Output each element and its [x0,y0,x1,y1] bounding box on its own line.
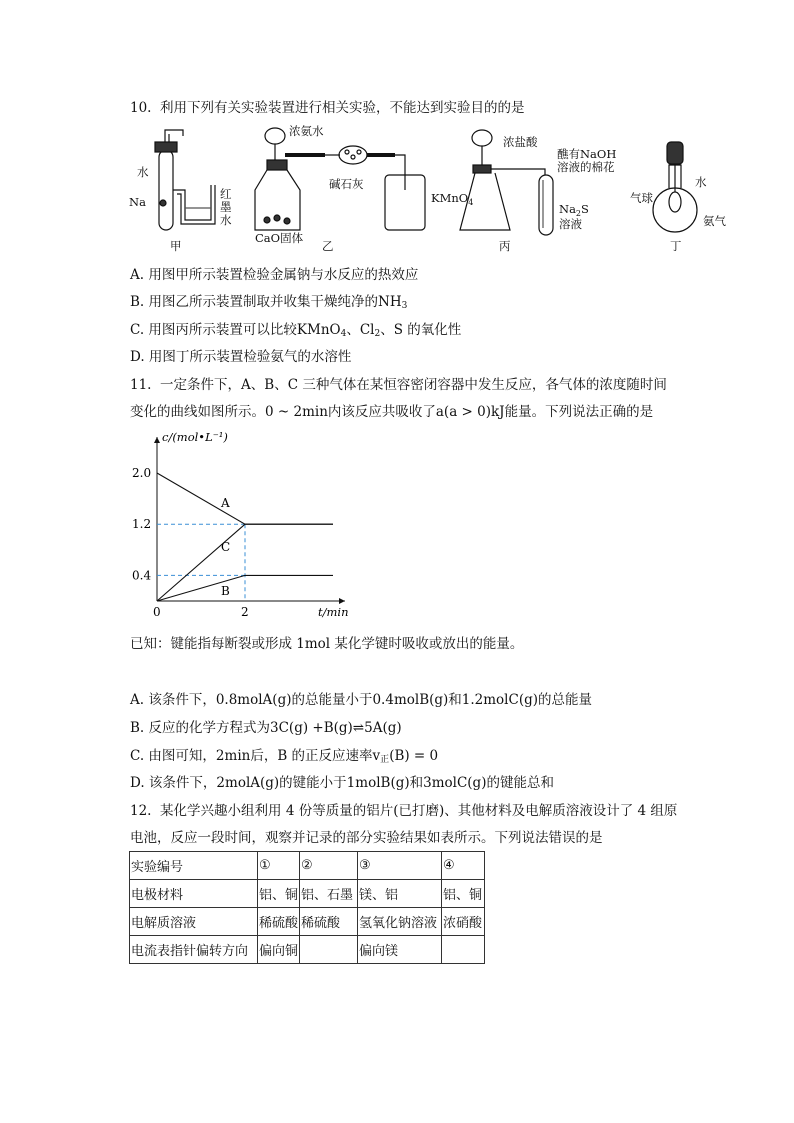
label-jia-red1: 红 [220,187,232,201]
caption-bing: 丙 [499,239,511,253]
q11-option-d: D. 该条件下，2molA(g)的键能小于1molB(g)和3molC(g)的键能总和 [130,775,554,791]
y-tick-label: 2.0 [132,466,152,480]
apparatus-ding [653,142,697,232]
table-cell: ④ [442,852,485,880]
q12-stem-line1: 12. 某化学兴趣小组利用 4 份等质量的铝片(已打磨)、其他材料及电解质溶液设计了 4 组原 [130,803,678,819]
table-cell: 氢氧化钠溶液 [358,908,442,936]
x-axis-arrow [339,598,345,604]
q10-option-d: D. 用图丁所示装置检验氨气的水溶性 [130,349,352,365]
table-cell: 铝、铜 [258,880,300,908]
series-label-B: B [221,584,230,598]
q10-apparatus-figure [125,120,745,255]
q12-results-table [129,851,485,964]
x-tick-label: 2 [241,605,249,619]
q11-concentration-chart [120,425,360,620]
table-cell [442,936,485,964]
q11-option-c: C. 由图可知，2min后，B 的正反应速率$v_正(B) = 0$ [130,748,439,765]
q11-stem-line2: 变化的曲线如图所示。0 ~ 2min内该反应共吸收了a(a > 0)kJ能量。下列说法正确的是 [130,404,654,420]
label-bing-naoh2: 溶液的棉花 [557,160,615,174]
table-cell: 电极材料 [130,880,258,908]
q12-stem-line2: 电池，反应一段时间，观察并记录的部分实验结果如表所示。下列说法错误的是 [130,830,603,846]
label-bing-naoh1: 醮有NaOH [557,147,617,161]
table-cell: 实验编号 [130,852,258,880]
table-cell: 稀硫酸 [300,908,358,936]
table-cell: 电流表指针偏转方向 [130,936,258,964]
table-row [130,936,485,964]
label-bing-hcl: 浓盐酸 [503,135,538,149]
label-ding-balloon: 气球 [630,191,653,205]
table-row [130,880,485,908]
table-cell: 铝、铜 [442,880,485,908]
table-cell: 电解质溶液 [130,908,258,936]
table-cell: 偏向镁 [358,936,442,964]
table-row [130,908,485,936]
table-cell: 偏向铜 [258,936,300,964]
q10-option-b: B. 用图乙所示装置制取并收集干燥纯净的$NH_3$ [130,294,408,311]
x-axis-label: t/min [318,605,349,619]
y-tick-label: 0.4 [132,568,152,583]
table-cell: 铝、石墨 [300,880,358,908]
series-label-C: C [221,540,231,554]
q11-stem-line1: 11. 一定条件下，A、B、C 三种气体在某恒容密闭容器中发生反应，各气体的浓度随时间 [130,377,667,393]
series-label-A: A [221,496,230,510]
table-cell [300,936,358,964]
caption-jia: 甲 [170,239,182,253]
q11-option-a: A. 该条件下，0.8molA(g)的总能量小于0.4molB(g)和1.2molC(g)的总能量 [130,692,593,708]
apparatus-jia [155,130,215,230]
label-yi-ammonia: 浓氨水 [289,124,324,138]
q10-option-a: A. 用图甲所示装置检验金属钠与水反应的热效应 [130,267,419,283]
label-jia-na: Na [129,195,146,209]
series-line-A [157,473,333,524]
y-axis-arrow [154,437,160,443]
caption-yi: 乙 [322,239,334,253]
label-jia-red2: 墨 [220,200,232,214]
label-jia-red3: 水 [220,213,232,227]
label-bing-na2s: $Na_2S$ [559,202,589,218]
table-header-row [130,852,485,880]
q11-option-b: B. 反应的化学方程式为3C(g) +B(g)⇌5A(g) [130,720,402,736]
caption-ding: 丁 [670,239,682,253]
table-cell: ③ [358,852,442,880]
table-cell: 镁、铝 [358,880,442,908]
y-tick-label: 1.2 [132,517,152,532]
y-axis-label: c/(mol•L⁻¹) [162,430,228,444]
x-tick-label: 0 [153,605,161,619]
q10-stem: 10. 利用下列有关实验装置进行相关实验，不能达到实验目的的是 [130,100,525,116]
table-cell: 浓硝酸 [442,908,485,936]
label-ding-ammonia: 氨气 [703,214,726,228]
table-cell: 稀硫酸 [258,908,300,936]
label-bing-solution: 溶液 [559,217,582,231]
label-bing-kmno4: KMnO$_4$ [431,191,474,207]
label-jia-water: 水 [137,165,149,179]
table-cell: ② [300,852,358,880]
label-yi-cao: CaO固体 [255,231,304,245]
table-cell: ① [258,852,300,880]
label-yi-soda-lime: 碱石灰 [329,177,364,191]
label-ding-water: 水 [695,175,707,189]
q10-option-c: C. 用图丙所示装置可以比较KMnO$_4$、$Cl_2$、S 的氧化性 [130,322,462,339]
q11-note: 已知：键能指每断裂或形成 1mol 某化学键时吸收或放出的能量。 [130,636,524,652]
